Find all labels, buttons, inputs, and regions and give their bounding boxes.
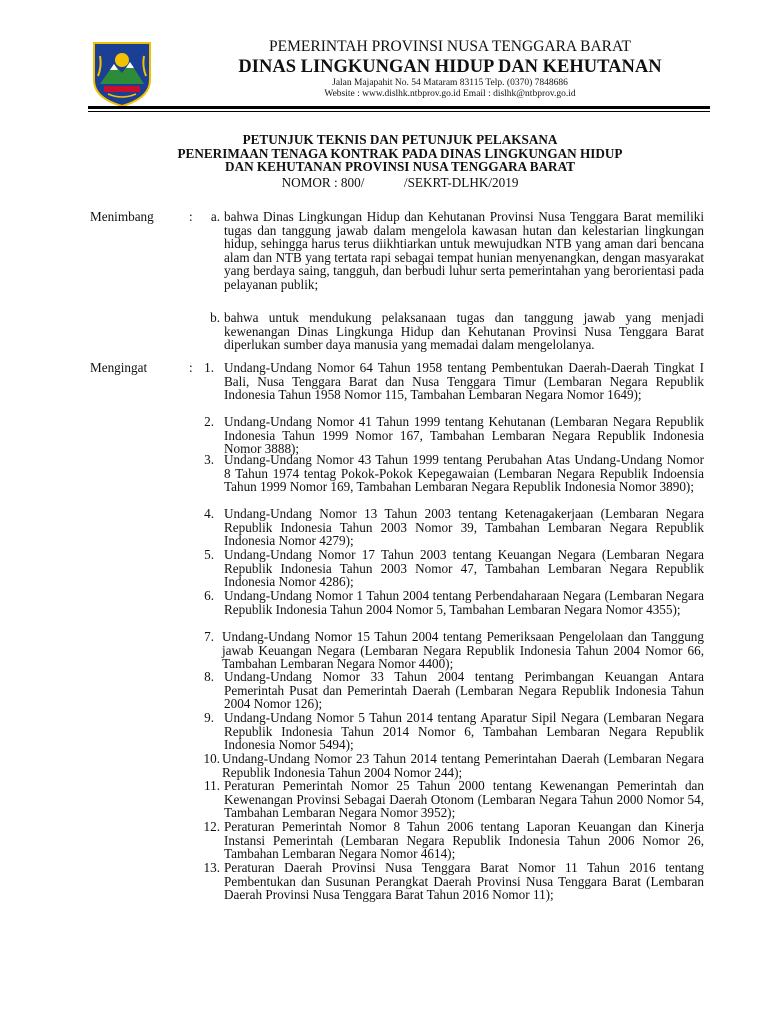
mengingat-colon: : [189,360,193,375]
menimbang-item-text: bahwa Dinas Lingkungan Hidup dan Kehutanan Provinsi Nusa Tenggara Barat memiliki tugas dan tanggung jawab dalam mengelola kawasan hutan dan kelestarian lingkungan hidup, sehingga harus terus diikhtiarkan untuk mewujudkan NTB yang aman dari bencana alam dan NTB yang tertata rapi sebagai tempat hunian menyenangkan, dengan masyarakat yang berdaya saing, tangguh, dan berbudi luhur serta pemerintahan yang berorientasi pada pelayanan publik; [224,209,704,292]
mengingat-item-text: Undang-Undang Nomor 13 Tahun 2003 tentang Ketenagakerjaan (Lembaran Negara Republik Indonesia Tahun 2003 Nomor 39, Tambahan Lembaran Negara Republik Indonesia Nomor 4279); [224,506,704,548]
mengingat-item-text: Peraturan Daerah Provinsi Nusa Tenggara Barat Nomor 11 Tahun 2016 tentang Pembentukan dan Susunan Perangkat Daerah Provinsi Nusa Tenggara Barat (Lembaran Daerah Provinsi Nusa Tenggara Barat Tahun 2016 Nomor 11); [224,860,704,902]
mengingat-item-mark: 7. [204,629,214,644]
mengingat-label: Mengingat [90,360,148,375]
mengingat-item-text: Undang-Undang Nomor 43 Tahun 1999 tentang Perubahan Atas Undang-Undang Nomor 8 Tahun 1974 tentag Pokok-Pokok Kepegawaian (Lembaran Negara Republik Indoensia Tahun 1999 Nomor 169, Tambahan Lembaran Negara Republik Indonesia Nomor 3890); [224,452,704,494]
mengingat-item-mark: 3. [204,452,214,467]
mengingat-item-text: Undang-Undang Nomor 33 Tahun 2004 tentang Perimbangan Keuangan Antara Pemerintah Pusat dan Pemerintah Daerah (Lembaran Negara Republik Indonesia Tahun 2004 Nomor 126); [224,669,704,711]
menimbang-item-mark: a. [210,209,220,224]
mengingat-item-mark: 5. [204,547,214,562]
mengingat-item-text: Undang-Undang Nomor 15 Tahun 2004 tentang Pemeriksaan Pengelolaan dan Tanggung jawab Keuangan Negara (Lembaran Negara Republik Indonesia Tahun 2004 Nomor 66, Tambahan Lembaran Negara Nomor 4400); [222,629,704,671]
mengingat-item-text: Undang-Undang Nomor 41 Tahun 1999 tentang Kehutanan (Lembaran Negara Republik Indonesia Tahun 1999 Nomor 167, Tambahan Lembaran Negara Republik Indonesia Nomor 3888); [224,414,704,456]
mengingat-item-text: Undang-Undang Nomor 64 Tahun 1958 tentang Pembentukan Daerah-Daerah Tingkat I Bali, Nusa Tenggara Barat dan Nusa Tenggara Timur (Lembaran Negara Republik Indonesia Tahun 1958 Nomor 115, Tambahan Lembaran Negara Nomor 1649); [224,360,704,402]
mengingat-item-mark: 1. [204,360,214,375]
menimbang-item-mark: b. [210,310,220,325]
header-address: Jalan Majapahit No. 54 Mataram 83115 Telp. (0370) 7848686 [332,78,568,88]
mengingat-item-mark: 8. [204,669,214,684]
ntb-province-emblem-icon [90,40,154,108]
mengingat-item-mark: 2. [204,414,214,429]
mengingat-item-text: Undang-Undang Nomor 1 Tahun 2004 tentang Perbendaharaan Negara (Lembaran Negara Republik Indonesia Tahun 2004 Nomor 5, Tambahan Lembaran Negara Nomor 4355); [224,588,704,617]
header-government-name: PEMERINTAH PROVINSI NUSA TENGGARA BARAT [269,38,631,55]
mengingat-item-text: Undang-Undang Nomor 23 Tahun 2014 tentang Pemerintahan Daerah (Lembaran Negara Republik Indonesia Tahun 2004 Nomor 244); [222,751,704,780]
header-agency-name: DINAS LINGKUNGAN HIDUP DAN KEHUTANAN [238,57,662,77]
mengingat-item-text: Peraturan Pemerintah Nomor 25 Tahun 2000 tentang Kewenangan Pemerintah dan Kewenangan Provinsi Sebagai Daerah Otonom (Lembaran Negara Tahun 2000 Nomor 54, Tambahan Lembaran Negara Nomor 3952); [224,778,704,820]
menimbang-item-text: bahwa untuk mendukung pelaksanaan tugas dan tanggung jawab yang menjadi kewenangan Dinas Lingkunga Hidup dan Kehutanan Provinsi Nusa Tenggara Barat diperlukan sumber daya manusia yang memadai dalam mengelolanya. [224,310,704,352]
mengingat-item-text: Undang-Undang Nomor 17 Tahun 2003 tentang Keuangan Negara (Lembaran Negara Republik Indonesia Tahun 2003 Nomor 47, Tambahan Lembaran Negara Republik Indonesia Nomor 4286); [224,547,704,589]
menimbang-colon: : [189,209,193,224]
title-line-1: PETUNJUK TEKNIS DAN PETUNJUK PELAKSANA [242,132,558,147]
header-contact: Website : www.dislhk.ntbprov.go.id Email : dislhk@ntbprov.go.id [324,89,576,99]
menimbang-label: Menimbang [90,209,154,224]
mengingat-item-mark: 13. [203,860,220,875]
document-number: NOMOR : 800/ /SEKRT-DLHK/2019 [281,175,519,190]
mengingat-item-text: Undang-Undang Nomor 5 Tahun 2014 tentang Aparatur Sipil Negara (Lembaran Negara Republik Indonesia Tahun 2014 Nomor 6, Tambahan Lembaran Negara Republik Indonesia Nomor 5494); [224,710,704,752]
title-line-2: PENERIMAAN TENAGA KONTRAK PADA DINAS LINGKUNGAN HIDUP [177,145,623,161]
mengingat-item-mark: 10. [203,751,220,766]
mengingat-item-mark: 12. [203,819,220,834]
mengingat-item-mark: 4. [204,506,214,521]
header-divider-thin [88,111,710,112]
title-line-3: DAN KEHUTANAN PROVINSI NUSA TENGGARA BARAT [225,159,575,174]
mengingat-item-text: Peraturan Pemerintah Nomor 8 Tahun 2006 tentang Laporan Keuangan dan Kinerja Instansi Pemerintah (Lembaran Negara Republik Indonesia Tahun 2006 Nomor 26, Tambahan Lembaran Negara Nomor 4614); [224,819,704,861]
mengingat-item-mark: 9. [204,710,214,725]
mengingat-item-mark: 6. [204,588,214,603]
document-title [110,133,690,174]
mengingat-item-mark: 11. [204,778,220,793]
header-divider-thick [88,106,710,109]
